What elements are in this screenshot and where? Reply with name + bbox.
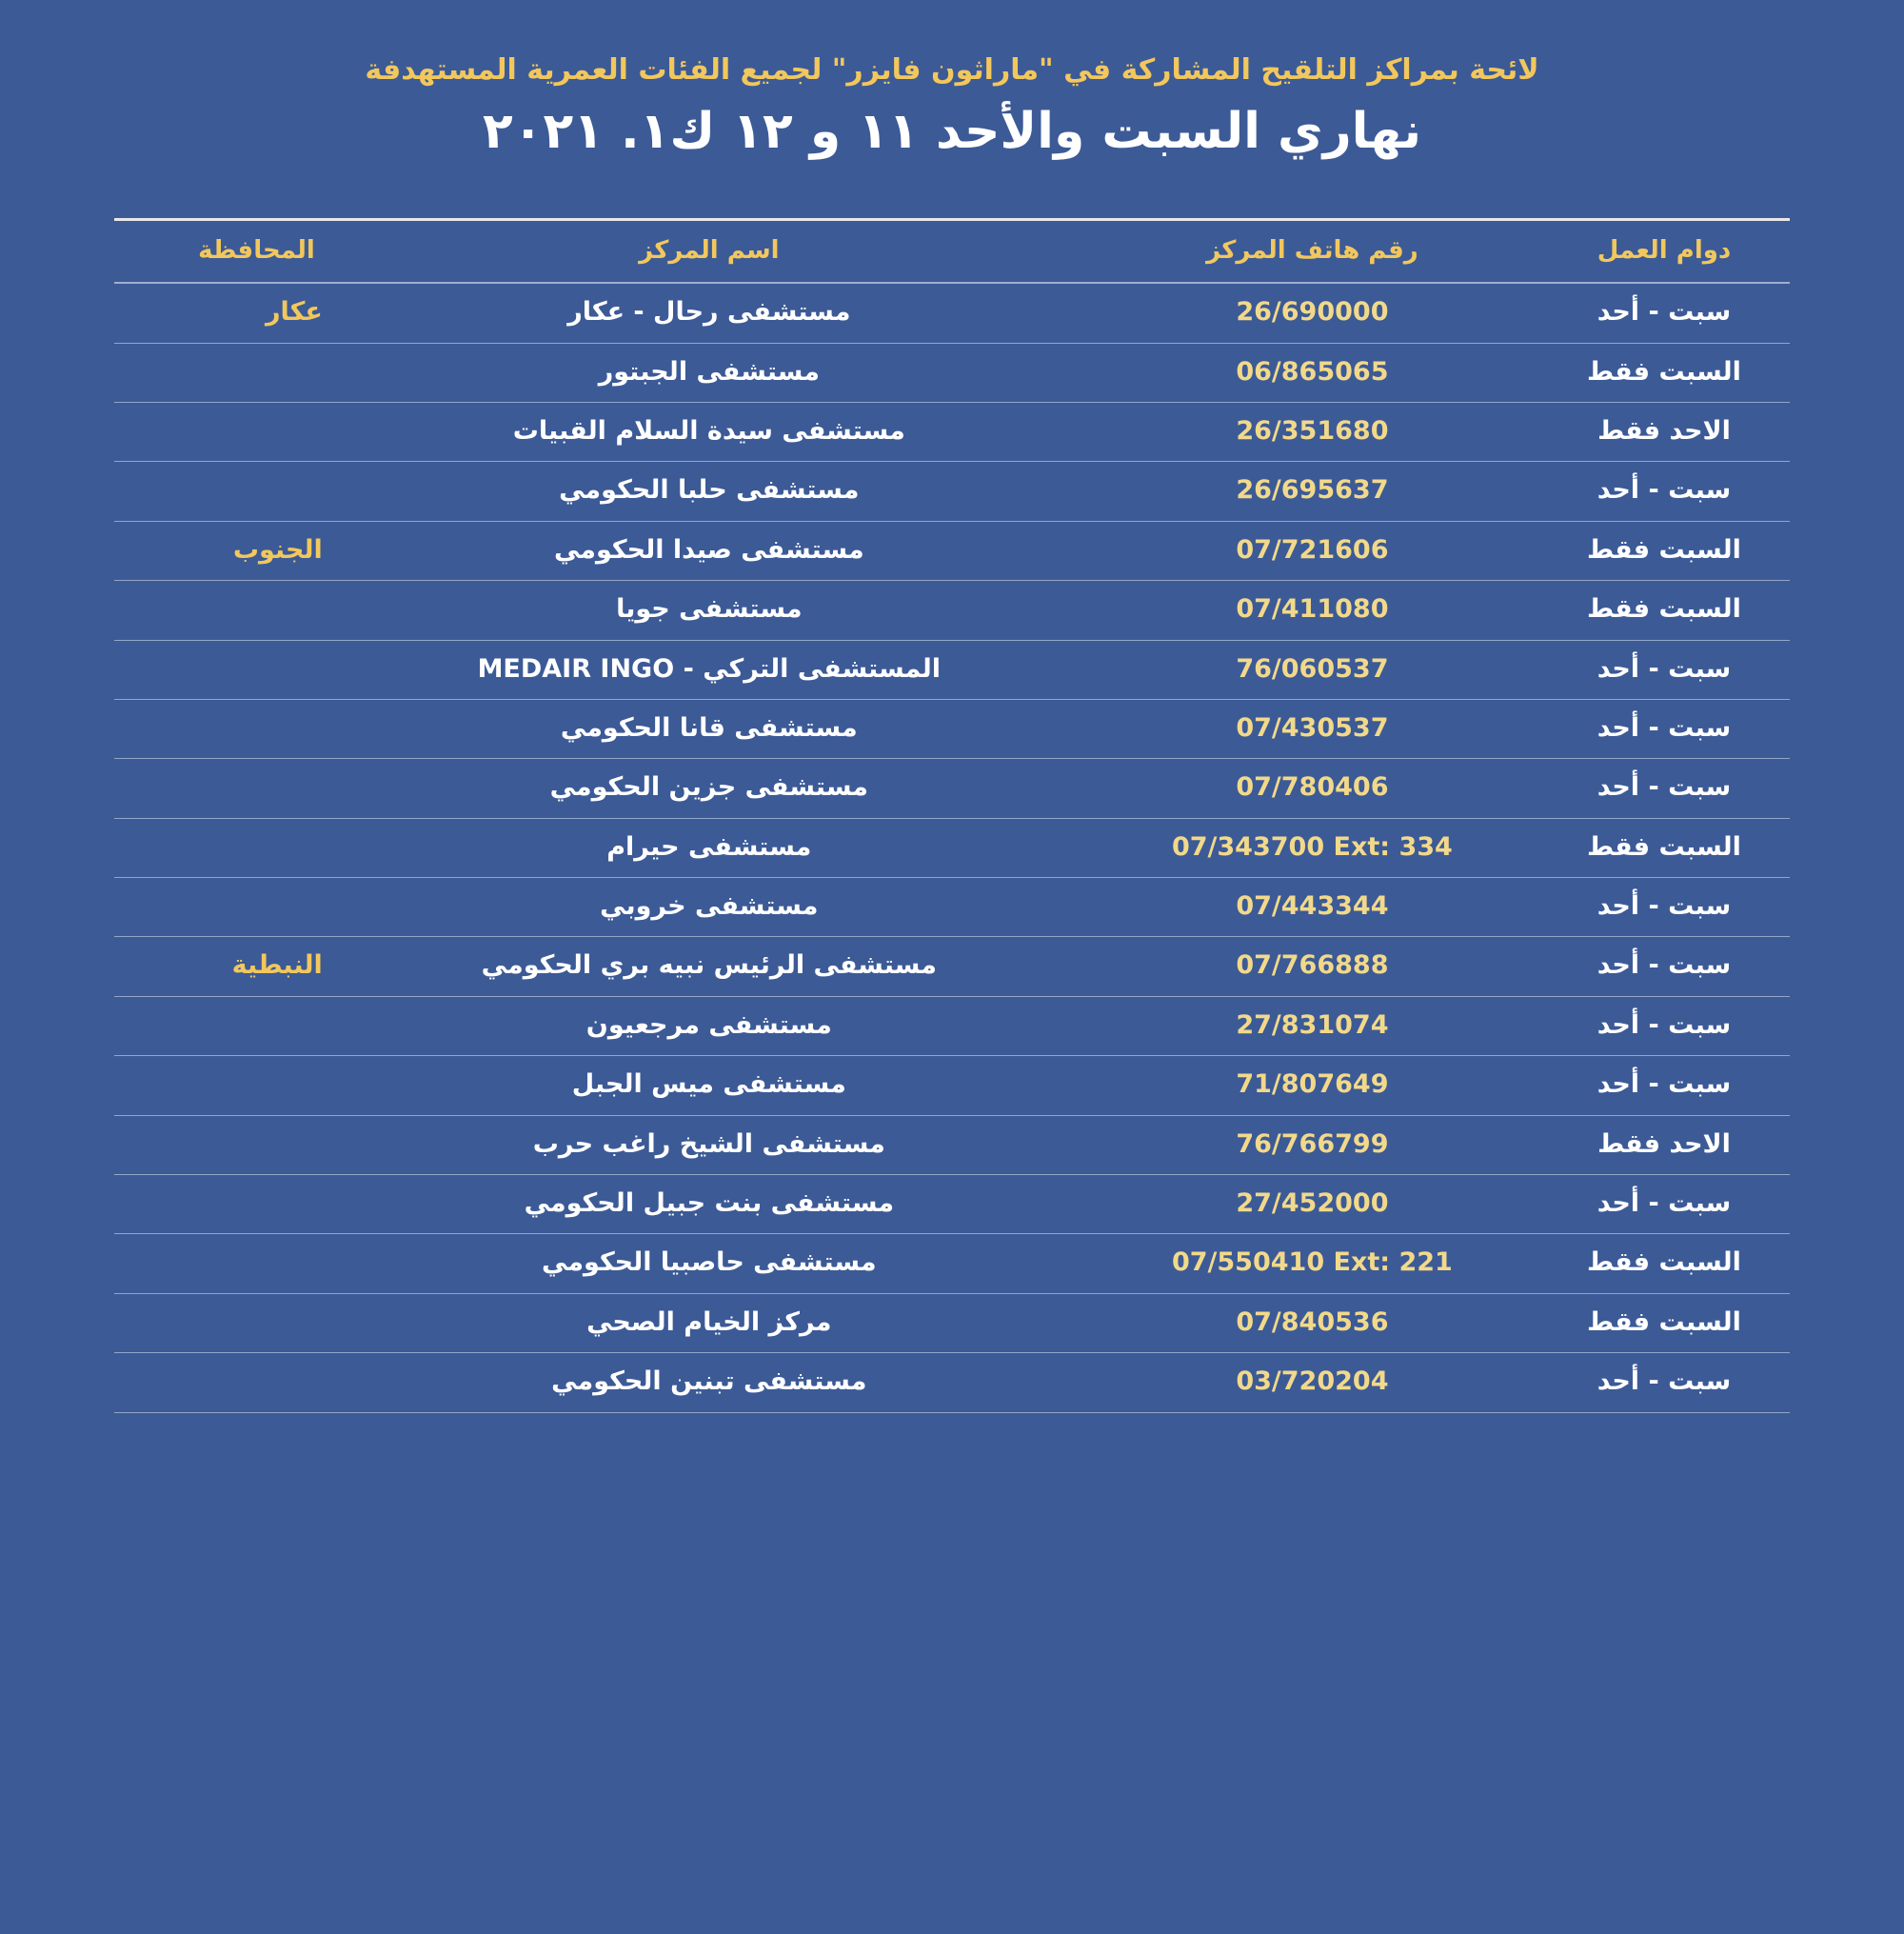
- cell-center-name: مستشفى صيدا الحكومي: [332, 521, 1086, 580]
- cell-phone: 06/865065: [1086, 343, 1538, 402]
- table-row: [114, 878, 1790, 937]
- column-header-governorate: المحافظة: [114, 220, 332, 284]
- cell-center-name: مستشفى الشيخ راغب حرب: [332, 1115, 1086, 1174]
- cell-center-name: مستشفى حاصبيا الحكومي: [332, 1234, 1086, 1293]
- cell-governorate: [114, 1056, 332, 1115]
- column-header-phone: رقم هاتف المركز: [1086, 220, 1538, 284]
- cell-phone: 07/766888: [1086, 937, 1538, 996]
- table-body: [114, 283, 1790, 1412]
- table-row: [114, 699, 1790, 758]
- column-header-center-name: اسم المركز: [332, 220, 1086, 284]
- vaccination-centers-table: [114, 218, 1790, 1412]
- cell-governorate: الجنوب: [114, 521, 332, 580]
- cell-hours: السبت فقط: [1538, 521, 1790, 580]
- cell-phone: 07/721606: [1086, 521, 1538, 580]
- cell-center-name: مستشفى حيرام: [332, 818, 1086, 877]
- table-row: [114, 343, 1790, 402]
- cell-center-name: مستشفى جزين الحكومي: [332, 759, 1086, 818]
- cell-hours: سبت - أحد: [1538, 1353, 1790, 1412]
- cell-center-name: مستشفى ميس الجبل: [332, 1056, 1086, 1115]
- table-row: [114, 462, 1790, 521]
- table-row: [114, 759, 1790, 818]
- table-row: [114, 1293, 1790, 1352]
- cell-governorate: [114, 878, 332, 937]
- cell-hours: سبت - أحد: [1538, 699, 1790, 758]
- cell-governorate: [114, 818, 332, 877]
- cell-hours: سبت - أحد: [1538, 1175, 1790, 1234]
- cell-hours: السبت فقط: [1538, 818, 1790, 877]
- cell-governorate: [114, 1293, 332, 1352]
- cell-governorate: [114, 759, 332, 818]
- cell-center-name: مستشفى جويا: [332, 581, 1086, 640]
- document-header: [114, 29, 1790, 182]
- cell-center-name: مستشفى حلبا الحكومي: [332, 462, 1086, 521]
- cell-governorate: [114, 640, 332, 699]
- cell-governorate: [114, 1115, 332, 1174]
- cell-hours: سبت - أحد: [1538, 640, 1790, 699]
- cell-governorate: [114, 343, 332, 402]
- cell-hours: السبت فقط: [1538, 1234, 1790, 1293]
- table-row: [114, 1353, 1790, 1412]
- cell-phone: 07/343700 Ext: 334: [1086, 818, 1538, 877]
- column-header-hours: دوام العمل: [1538, 220, 1790, 284]
- table-row: [114, 402, 1790, 461]
- cell-governorate: [114, 581, 332, 640]
- cell-governorate: [114, 699, 332, 758]
- cell-hours: الاحد فقط: [1538, 1115, 1790, 1174]
- cell-hours: السبت فقط: [1538, 343, 1790, 402]
- cell-governorate: [114, 402, 332, 461]
- cell-phone: 76/060537: [1086, 640, 1538, 699]
- cell-hours: الاحد فقط: [1538, 402, 1790, 461]
- cell-hours: سبت - أحد: [1538, 937, 1790, 996]
- cell-hours: سبت - أحد: [1538, 283, 1790, 343]
- cell-hours: السبت فقط: [1538, 581, 1790, 640]
- cell-center-name: مستشفى سيدة السلام القبيات: [332, 402, 1086, 461]
- cell-phone: 07/840536: [1086, 1293, 1538, 1352]
- cell-phone: 26/695637: [1086, 462, 1538, 521]
- cell-hours: سبت - أحد: [1538, 759, 1790, 818]
- cell-governorate: [114, 996, 332, 1055]
- cell-center-name: مركز الخيام الصحي: [332, 1293, 1086, 1352]
- cell-phone: 71/807649: [1086, 1056, 1538, 1115]
- cell-phone: 26/690000: [1086, 283, 1538, 343]
- cell-center-name: مستشفى خروبي: [332, 878, 1086, 937]
- cell-center-name: مستشفى قانا الحكومي: [332, 699, 1086, 758]
- table-row: [114, 1115, 1790, 1174]
- page-title: نهاري السبت والأحد ١١ و ١٢ ك١. ٢٠٢١: [482, 103, 1422, 160]
- cell-phone: 27/831074: [1086, 996, 1538, 1055]
- cell-governorate: عكار: [114, 283, 332, 343]
- cell-center-name: مستشفى الجبتور: [332, 343, 1086, 402]
- cell-center-name: مستشفى رحال - عكار: [332, 283, 1086, 343]
- cell-governorate: [114, 1175, 332, 1234]
- cell-hours: سبت - أحد: [1538, 996, 1790, 1055]
- cell-governorate: [114, 462, 332, 521]
- cell-governorate: [114, 1353, 332, 1412]
- cell-phone: 07/780406: [1086, 759, 1538, 818]
- table-row: [114, 283, 1790, 343]
- cell-phone: 07/430537: [1086, 699, 1538, 758]
- table-row: [114, 640, 1790, 699]
- cell-hours: سبت - أحد: [1538, 878, 1790, 937]
- table-row: [114, 1175, 1790, 1234]
- cell-phone: 07/443344: [1086, 878, 1538, 937]
- cell-hours: سبت - أحد: [1538, 462, 1790, 521]
- cell-phone: 76/766799: [1086, 1115, 1538, 1174]
- table-header: [114, 220, 1790, 284]
- table-header-row: [114, 220, 1790, 284]
- table-row: [114, 937, 1790, 996]
- cell-phone: 27/452000: [1086, 1175, 1538, 1234]
- table-row: [114, 1056, 1790, 1115]
- table-row: [114, 818, 1790, 877]
- table-row: [114, 521, 1790, 580]
- cell-hours: السبت فقط: [1538, 1293, 1790, 1352]
- table-row: [114, 1234, 1790, 1293]
- table-row: [114, 581, 1790, 640]
- cell-phone: 07/411080: [1086, 581, 1538, 640]
- cell-center-name: مستشفى تبنين الحكومي: [332, 1353, 1086, 1412]
- cell-hours: سبت - أحد: [1538, 1056, 1790, 1115]
- cell-governorate: [114, 1234, 332, 1293]
- cell-phone: 26/351680: [1086, 402, 1538, 461]
- cell-center-name: مستشفى بنت جبيل الحكومي: [332, 1175, 1086, 1234]
- cell-center-name: المستشفى التركي - MEDAIR INGO: [332, 640, 1086, 699]
- cell-phone: 03/720204: [1086, 1353, 1538, 1412]
- cell-center-name: مستشفى مرجعيون: [332, 996, 1086, 1055]
- document-subtitle: لائحة بمراكز التلقيح المشاركة في "ماراثون فايزر" لجميع الفئات العمرية المستهدفة: [365, 53, 1539, 87]
- cell-phone: 07/550410 Ext: 221: [1086, 1234, 1538, 1293]
- cell-governorate: النبطية: [114, 937, 332, 996]
- cell-center-name: مستشفى الرئيس نبيه بري الحكومي: [332, 937, 1086, 996]
- table-row: [114, 996, 1790, 1055]
